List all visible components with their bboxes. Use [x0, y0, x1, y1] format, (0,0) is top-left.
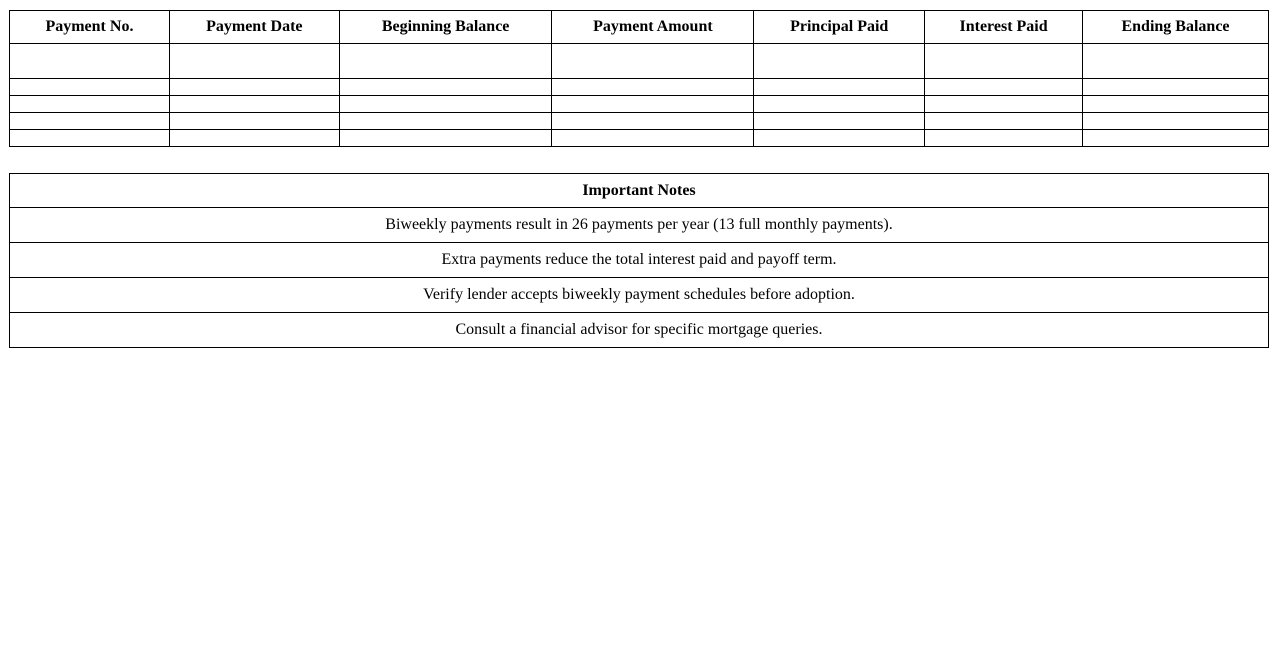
- empty-cell: [925, 79, 1083, 96]
- empty-cell: [754, 96, 925, 113]
- empty-cell: [754, 79, 925, 96]
- table-row: [10, 96, 1269, 113]
- column-header-payment-no: Payment No.: [10, 11, 170, 44]
- empty-cell: [10, 130, 170, 147]
- column-header-payment-date: Payment Date: [169, 11, 339, 44]
- important-notes-table: [9, 173, 1269, 348]
- note-row: [10, 243, 1269, 278]
- empty-cell: [925, 130, 1083, 147]
- empty-cell: [10, 96, 170, 113]
- column-header-ending-balance: Ending Balance: [1083, 11, 1269, 44]
- payment-schedule-table: [9, 10, 1269, 147]
- note-text: Verify lender accepts biweekly payment schedules before adoption.: [10, 278, 1269, 313]
- empty-cell: [169, 113, 339, 130]
- empty-cell: [754, 130, 925, 147]
- empty-cell: [339, 113, 552, 130]
- empty-cell: [754, 113, 925, 130]
- empty-cell: [1083, 96, 1269, 113]
- empty-cell: [169, 96, 339, 113]
- empty-cell: [1083, 113, 1269, 130]
- column-header-beginning-balance: Beginning Balance: [339, 11, 552, 44]
- note-text: Extra payments reduce the total interest paid and payoff term.: [10, 243, 1269, 278]
- empty-cell: [754, 44, 925, 79]
- empty-cell: [1083, 130, 1269, 147]
- note-row: [10, 313, 1269, 348]
- note-text: Biweekly payments result in 26 payments per year (13 full monthly payments).: [10, 208, 1269, 243]
- notes-header-row: [10, 174, 1269, 208]
- empty-cell: [925, 113, 1083, 130]
- empty-cell: [552, 44, 754, 79]
- table-row: [10, 113, 1269, 130]
- empty-cell: [925, 44, 1083, 79]
- notes-title: Important Notes: [10, 174, 1269, 208]
- empty-cell: [169, 79, 339, 96]
- empty-cell: [339, 44, 552, 79]
- empty-cell: [339, 130, 552, 147]
- table-row: [10, 130, 1269, 147]
- empty-cell: [10, 44, 170, 79]
- empty-cell: [339, 79, 552, 96]
- empty-cell: [169, 130, 339, 147]
- empty-cell: [10, 79, 170, 96]
- empty-cell: [552, 130, 754, 147]
- empty-cell: [169, 44, 339, 79]
- empty-cell: [339, 96, 552, 113]
- note-row: [10, 208, 1269, 243]
- empty-cell: [1083, 44, 1269, 79]
- column-header-principal-paid: Principal Paid: [754, 11, 925, 44]
- note-text: Consult a financial advisor for specific mortgage queries.: [10, 313, 1269, 348]
- table-row: [10, 79, 1269, 96]
- empty-cell: [1083, 79, 1269, 96]
- note-row: [10, 278, 1269, 313]
- schedule-header-row: [10, 11, 1269, 44]
- table-row: [10, 44, 1269, 79]
- empty-cell: [10, 113, 170, 130]
- empty-cell: [552, 113, 754, 130]
- empty-cell: [925, 96, 1083, 113]
- empty-cell: [552, 79, 754, 96]
- column-header-interest-paid: Interest Paid: [925, 11, 1083, 44]
- column-header-payment-amount: Payment Amount: [552, 11, 754, 44]
- empty-cell: [552, 96, 754, 113]
